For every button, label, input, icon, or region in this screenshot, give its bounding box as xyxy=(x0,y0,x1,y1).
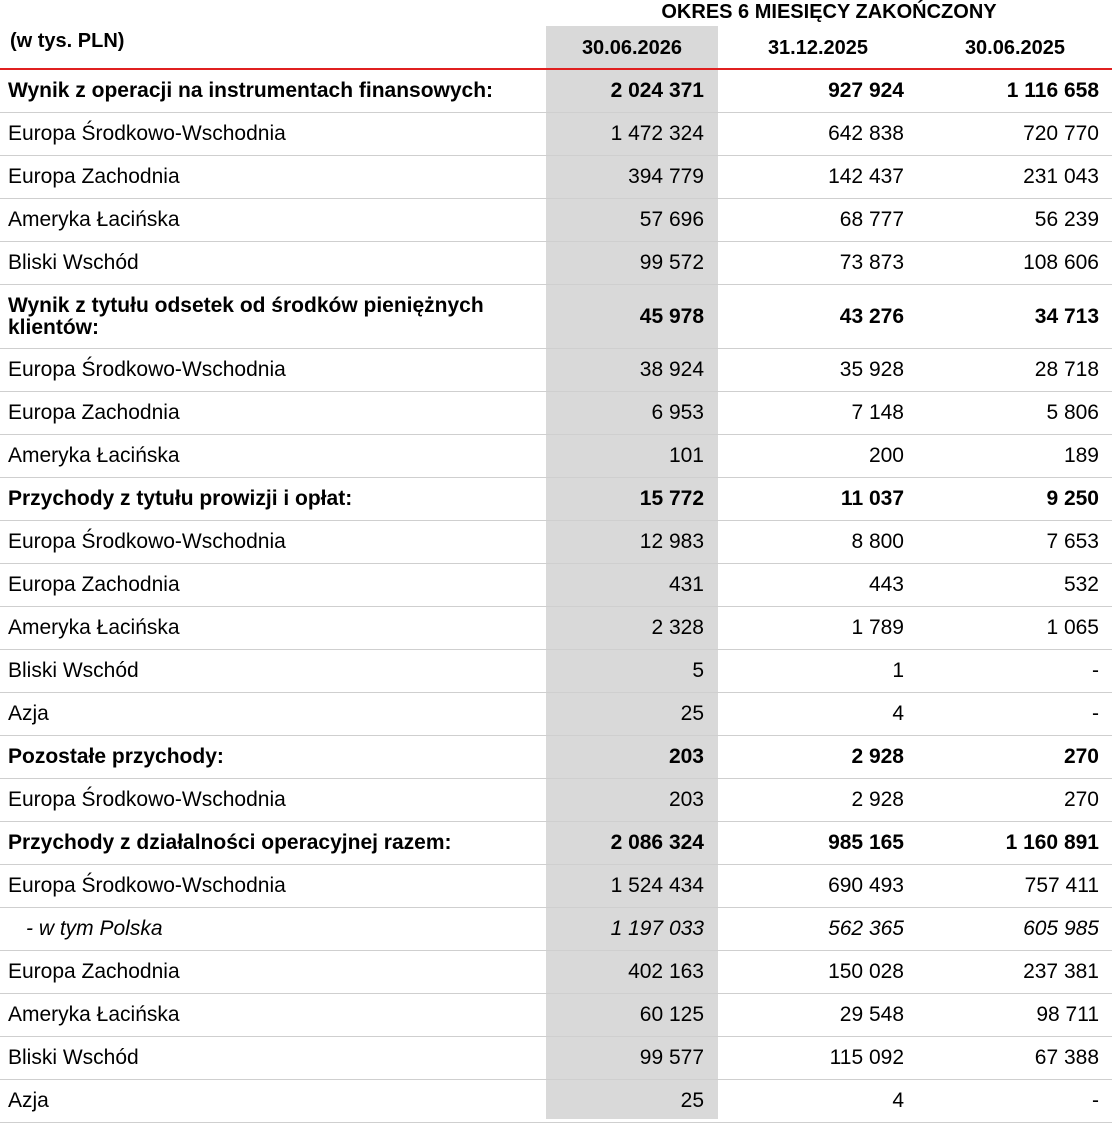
row-value-col-2: 4 xyxy=(892,702,904,725)
row-value-col-1: 203 xyxy=(668,788,704,811)
row-value-col-2: 35 928 xyxy=(839,358,904,381)
row-value-col-2: 68 777 xyxy=(839,208,904,231)
row-value-col-1: 431 xyxy=(668,573,704,596)
row-value-col-2: 115 092 xyxy=(829,1046,904,1069)
row-value-col-3: 1 065 xyxy=(1046,616,1099,639)
table-row xyxy=(0,779,1112,822)
row-value-col-1: 5 xyxy=(692,659,704,682)
table-row xyxy=(0,113,1112,156)
row-value-col-2: 11 037 xyxy=(840,487,904,510)
row-value-col-3: 189 xyxy=(1063,444,1099,467)
row-label: Bliski Wschód xyxy=(8,251,139,274)
row-label: Ameryka Łacińska xyxy=(8,444,180,467)
row-value-col-3: 532 xyxy=(1063,573,1099,596)
row-value-col-3: 5 806 xyxy=(1046,401,1099,424)
table-row xyxy=(0,199,1112,242)
period-heading: OKRES 6 MIESIĘCY ZAKOŃCZONY xyxy=(661,1,997,23)
row-value-col-2: 200 xyxy=(868,444,904,467)
table-row xyxy=(0,693,1112,736)
row-label: Europa Środkowo-Wschodnia xyxy=(8,874,286,897)
table-row xyxy=(0,1037,1112,1080)
row-value-col-1: 1 524 434 xyxy=(610,874,704,897)
section-total-row xyxy=(0,478,1112,521)
row-value-col-1: 2 086 324 xyxy=(610,831,704,854)
table-row xyxy=(0,865,1112,908)
table-row xyxy=(0,349,1112,392)
row-value-col-3: 231 043 xyxy=(1023,165,1099,188)
row-value-col-2: 73 873 xyxy=(839,251,904,274)
row-value-col-1: 2 024 371 xyxy=(610,79,704,102)
data-table-body xyxy=(0,70,1112,1123)
row-label: Bliski Wschód xyxy=(8,1046,139,1069)
row-label: Ameryka Łacińska xyxy=(8,1003,180,1026)
row-value-col-3: 34 713 xyxy=(1034,304,1099,328)
row-value-col-3: - xyxy=(1092,702,1099,725)
row-value-col-3: 605 985 xyxy=(1023,917,1099,940)
table-row xyxy=(0,521,1112,564)
row-value-col-1: 203 xyxy=(668,745,704,768)
row-value-col-2: 142 437 xyxy=(828,165,904,188)
row-value-col-3: 9 250 xyxy=(1046,487,1099,510)
row-value-col-1: 1 197 033 xyxy=(610,917,704,940)
row-value-col-2: 43 276 xyxy=(839,304,904,328)
row-value-col-1: 25 xyxy=(680,1089,704,1112)
row-value-col-3: 720 770 xyxy=(1023,122,1099,145)
row-value-col-1: 38 924 xyxy=(639,358,704,381)
row-value-col-2: 690 493 xyxy=(828,874,904,897)
row-value-col-3: 237 381 xyxy=(1023,960,1099,983)
row-label: Europa Zachodnia xyxy=(8,573,180,596)
row-value-col-2: 2 928 xyxy=(851,788,904,811)
row-value-col-2: 29 548 xyxy=(839,1003,904,1026)
row-label: Europa Środkowo-Wschodnia xyxy=(8,358,286,381)
column-header-year-end: 31.12.2025 xyxy=(767,37,869,59)
row-label: Europa Zachodnia xyxy=(8,960,180,983)
row-value-col-3: 98 711 xyxy=(1036,1003,1099,1026)
row-value-col-1: 45 978 xyxy=(639,304,704,328)
row-value-col-1: 394 779 xyxy=(628,165,704,188)
row-value-col-1: 99 572 xyxy=(639,251,704,274)
section-total-row xyxy=(0,822,1112,865)
row-value-col-1: 99 577 xyxy=(639,1046,704,1069)
row-value-col-3: 7 653 xyxy=(1046,530,1099,553)
row-label: Bliski Wschód xyxy=(8,659,139,682)
table-row xyxy=(0,607,1112,650)
row-value-col-2: 1 xyxy=(892,659,904,682)
row-value-col-2: 562 365 xyxy=(828,917,904,940)
row-label: - w tym Polska xyxy=(26,917,163,940)
row-label: Europa Środkowo-Wschodnia xyxy=(8,788,286,811)
row-label: Ameryka Łacińska xyxy=(8,616,180,639)
row-value-col-2: 642 838 xyxy=(828,122,904,145)
row-value-col-3: 67 388 xyxy=(1034,1046,1099,1069)
row-label: Wynik z operacji na instrumentach finansowych: xyxy=(8,79,494,102)
section-total-row xyxy=(0,736,1112,779)
row-value-col-2: 8 800 xyxy=(851,530,904,553)
row-label: Europa Zachodnia xyxy=(8,165,180,188)
row-value-col-3: 270 xyxy=(1063,788,1099,811)
table-row xyxy=(0,435,1112,478)
row-value-col-1: 25 xyxy=(680,702,704,725)
row-label: Przychody z tytułu prowizji i opłat: xyxy=(8,487,353,510)
row-value-col-2: 2 928 xyxy=(851,745,904,768)
row-value-col-2: 7 148 xyxy=(851,401,904,424)
row-value-col-2: 927 924 xyxy=(828,79,904,102)
row-value-col-2: 985 165 xyxy=(828,831,904,854)
row-value-col-3: 1 116 658 xyxy=(1006,79,1099,102)
column-header-prior: 30.06.2025 xyxy=(964,37,1066,59)
row-label: Ameryka Łacińska xyxy=(8,208,180,231)
table-row xyxy=(0,650,1112,693)
row-label: Wynik z tytułu odsetek od środków pieniężnych klientów: xyxy=(8,293,484,339)
row-label: Europa Zachodnia xyxy=(8,401,180,424)
table-row xyxy=(0,392,1112,435)
row-value-col-1: 57 696 xyxy=(639,208,704,231)
section-total-row xyxy=(0,285,1112,349)
row-value-col-3: - xyxy=(1092,659,1099,682)
row-value-col-3: 757 411 xyxy=(1024,874,1099,897)
row-label: Przychody z działalności operacyjnej razem: xyxy=(8,831,452,854)
row-value-col-3: 1 160 891 xyxy=(1005,831,1099,854)
row-value-col-2: 443 xyxy=(868,573,904,596)
row-value-col-2: 1 789 xyxy=(851,616,904,639)
row-value-col-1: 15 772 xyxy=(639,487,704,510)
row-value-col-2: 4 xyxy=(892,1089,904,1112)
row-value-col-3: 56 239 xyxy=(1034,208,1099,231)
row-value-col-1: 2 328 xyxy=(651,616,704,639)
row-label: Europa Środkowo-Wschodnia xyxy=(8,122,286,145)
row-value-col-3: 28 718 xyxy=(1034,358,1099,381)
row-value-col-1: 60 125 xyxy=(639,1003,704,1026)
section-total-row xyxy=(0,70,1112,113)
table-row xyxy=(0,1080,1112,1123)
row-value-col-3: 270 xyxy=(1063,745,1099,768)
row-value-col-1: 12 983 xyxy=(639,530,704,553)
row-value-col-1: 1 472 324 xyxy=(610,122,704,145)
row-label: Pozostałe przychody: xyxy=(8,745,224,768)
row-value-col-3: 108 606 xyxy=(1023,251,1099,274)
row-value-col-2: 150 028 xyxy=(828,960,904,983)
row-value-col-1: 402 163 xyxy=(628,960,704,983)
column-header-current: 30.06.2026 xyxy=(581,37,683,59)
row-value-col-3: - xyxy=(1092,1089,1099,1112)
table-row xyxy=(0,564,1112,607)
row-label: Europa Środkowo-Wschodnia xyxy=(8,530,286,553)
row-label: Azja xyxy=(8,702,49,725)
unit-label: (w tys. PLN) xyxy=(10,30,125,52)
table-row xyxy=(0,908,1112,951)
table-row xyxy=(0,156,1112,199)
row-value-col-1: 101 xyxy=(668,444,704,467)
row-label: Azja xyxy=(8,1089,49,1112)
table-row xyxy=(0,951,1112,994)
table-row xyxy=(0,242,1112,285)
row-value-col-1: 6 953 xyxy=(651,401,704,424)
table-row xyxy=(0,994,1112,1037)
